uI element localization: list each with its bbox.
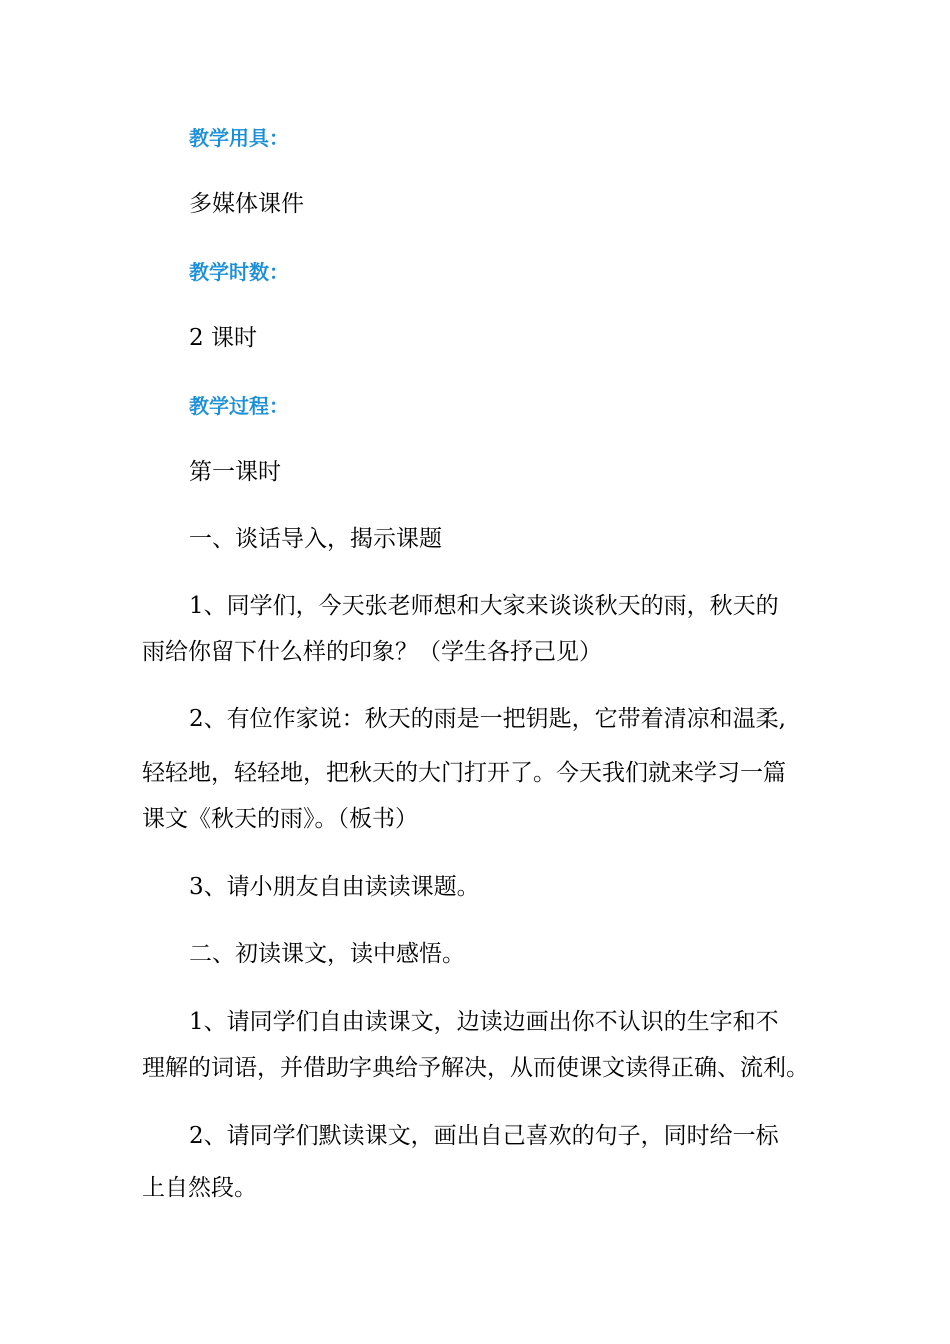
hours-heading: 教学时数： [189, 260, 289, 284]
question-2-line-1: 2、请同学们默读课文，画出自己喜欢的句子，同时给一标 [189, 1123, 779, 1149]
question-1-line-2: 理解的词语，并借助字典给予解决，从而使课文读得正确、流利。 [142, 1055, 809, 1081]
paragraph-2-line-3: 课文《秋天的雨》。（板书） [142, 806, 418, 832]
part1-title: 一、谈话导入，揭示课题 [189, 526, 442, 552]
paragraph-2-line-2: 轻轻地，轻轻地，把秋天的大门打开了。今天我们就来学习一篇 [142, 760, 786, 786]
paragraph-1-line-1: 1、同学们，今天张老师想和大家来谈谈秋天的雨，秋天的 [189, 593, 779, 619]
process-heading: 教学过程： [189, 394, 289, 418]
tools-value: 多媒体课件 [189, 191, 304, 217]
question-1-line-1: 1、请同学们自由读课文，边读边画出你不认识的生字和不 [189, 1009, 779, 1035]
lesson-title: 第一课时 [189, 459, 281, 485]
paragraph-3-line-1: 3、请小朋友自由读读课题。 [189, 874, 480, 900]
part2-title: 二、初读课文，读中感悟。 [189, 941, 465, 967]
paragraph-1-line-2: 雨给你留下什么样的印象？（学生各抒己见） [142, 639, 602, 665]
question-2-line-2: 上自然段。 [142, 1175, 257, 1201]
hours-value: 2 课时 [189, 325, 257, 351]
paragraph-2-line-1: 2、有位作家说：秋天的雨是一把钥匙，它带着清凉和温柔, [189, 706, 786, 732]
tools-heading: 教学用具： [189, 126, 289, 150]
